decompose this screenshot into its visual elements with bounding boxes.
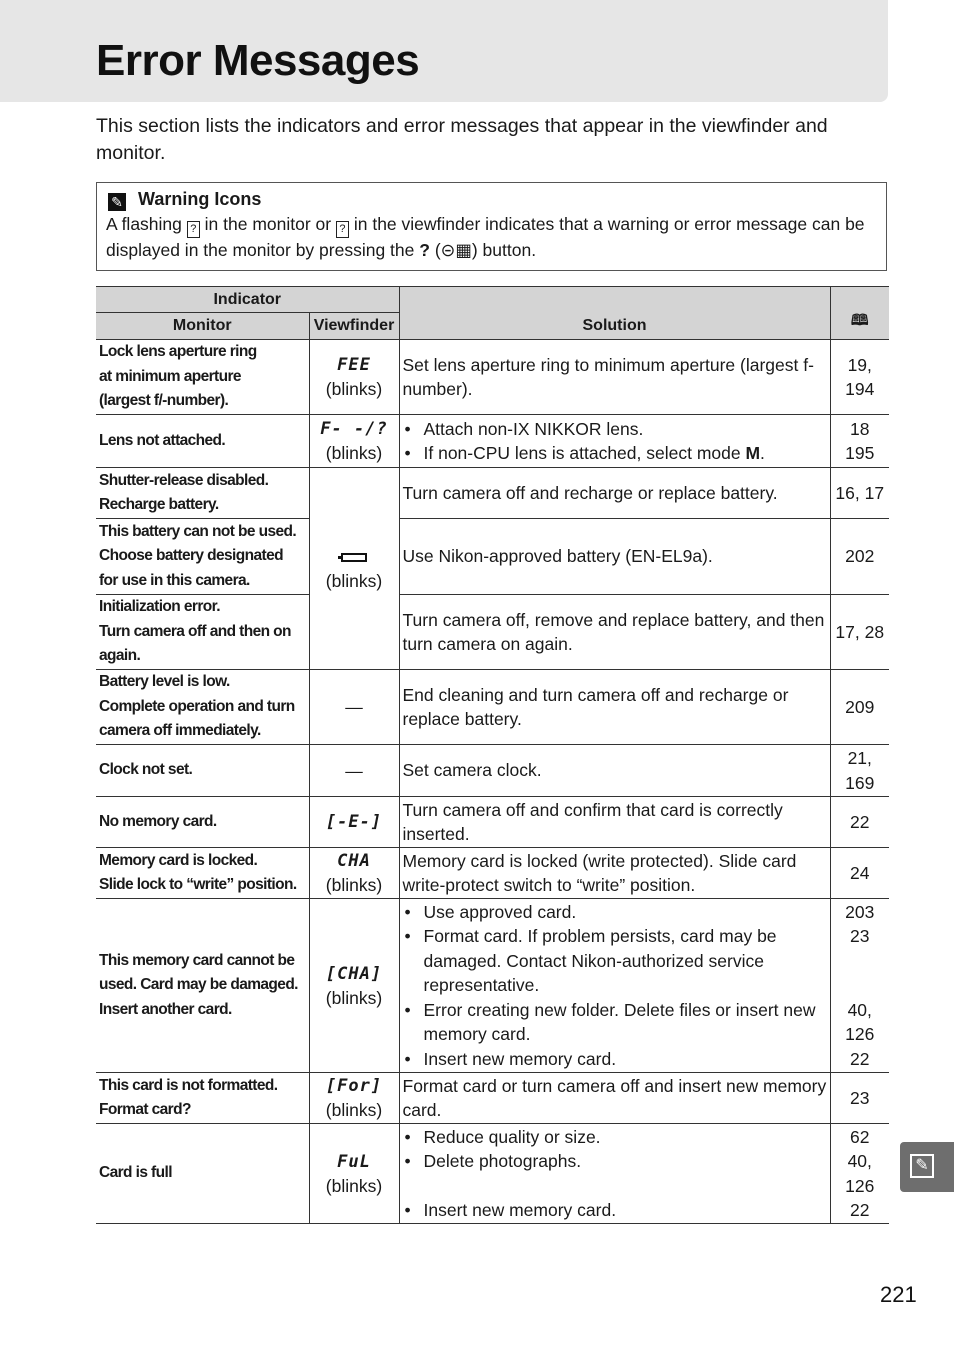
section-tab[interactable] [900,1142,954,1192]
monitor-message [96,415,309,468]
page-ref-line: 195 [845,443,875,463]
page-ref-line: 23 [850,926,870,947]
page-ref: 16, 17 [830,468,889,519]
viewfinder-note: (blinks) [325,875,383,895]
table-row [96,415,889,468]
monitor-message [96,848,309,899]
viewfinder-indicator [309,340,399,415]
page-ref-line: 40, [847,999,872,1020]
book-icon: 🕮 [850,312,869,329]
solution: Use Nikon-approved battery (EN-EL9a). [399,519,830,595]
table-row [96,797,889,848]
message-line: Choose battery designated [99,547,283,565]
table-row [96,745,889,797]
viewfinder-indicator [309,797,399,848]
message-line: Slide lock to “write” position. [99,876,297,893]
message-line: Turn camera off and then on [99,622,291,640]
page-ref-line: 40, [847,1151,872,1171]
monitor-message: Clock not set. [96,745,309,797]
message-line: for use in this camera. [99,571,250,589]
monitor-message: Card is full [96,1124,309,1224]
header-monitor: Monitor [96,313,309,340]
viewfinder-indicator [309,1073,399,1124]
page-title: Error Messages [96,36,420,85]
solution-item: • Reduce quality or size. [403,1125,827,1150]
page-ref-line: 126 [845,1024,875,1045]
solution: Format card or turn camera off and insert new memory card. [399,1073,830,1124]
solution-item: • Error creating new folder. Delete files or insert new memory card. [403,998,827,1047]
viewfinder-code: [For] [325,1076,383,1096]
warning-text-part: ) button. [471,240,537,260]
solution-item: • Delete photographs. [403,1149,827,1174]
viewfinder-indicator [309,848,399,899]
viewfinder-indicator [309,1124,399,1224]
monitor-message [96,1073,309,1124]
viewfinder-note: (blinks) [325,987,383,1008]
solution: End cleaning and turn camera off and recharge or replace battery. [399,670,830,745]
warning-text-part: in the viewfinder indicates that a warning or error message can be displayed in the monitor by pressing the [106,214,865,260]
page-ref-line: 22 [850,1048,870,1069]
message-line: Recharge battery. [99,496,219,513]
message-line: used. Card may be damaged. [99,976,298,994]
table-row [96,340,889,415]
help-key: ? [419,240,430,260]
page-ref [830,899,889,1073]
page-ref-line: 19, [847,354,872,375]
message-line: Battery level is low. [99,673,230,691]
intro-paragraph: This section lists the indicators and error messages that appear in the viewfinder and monitor. [96,115,828,164]
solution: Set lens aperture ring to minimum aperture (largest f-number). [399,340,830,415]
table-row [96,1124,889,1224]
page-ref-line: 18 [850,418,870,439]
monitor-message: No memory card. [96,797,309,848]
solution-item: • Use approved card. [403,900,827,925]
help-icon: ? [187,221,200,238]
warning-text-part: ( [434,240,441,260]
solution-item: • Insert new memory card. [403,1047,827,1072]
help-icon: ? [336,221,349,238]
battery-empty-icon [341,553,367,562]
viewfinder-note: (blinks) [325,379,383,399]
viewfinder-indicator [309,899,399,1073]
message-line: This battery can not be used. [99,522,297,540]
solution [399,415,830,468]
table-row [96,595,889,670]
solution-item: • If non-CPU lens is attached, select mode M. [403,441,827,466]
warning-text [106,212,877,263]
message-line: Lens not attached. [99,431,226,449]
warning-text-part: A flashing [106,214,182,234]
page-ref [830,1124,889,1224]
page-ref-line: 21, [847,748,872,768]
page-ref-line: 126 [845,1175,875,1196]
message-line: (largest f/-number). [99,392,229,410]
table-row [96,468,889,519]
monitor-message [96,899,309,1073]
solution: Memory card is locked (write protected). Slide card write-protect switch to “write” position. [399,848,830,899]
zoom-out-icon: ⊝▦ [440,240,472,260]
viewfinder-note: (blinks) [325,570,383,591]
solution: Turn camera off and confirm that card is correctly inserted. [399,797,830,848]
message-line: again. [99,647,141,665]
viewfinder-code: F- -/? [320,419,388,439]
message-line: Lock lens aperture ring [99,343,257,361]
message-line: camera off immediately. [99,722,261,740]
header-viewfinder: Viewfinder [309,313,399,340]
message-line: Memory card is locked. [99,851,258,869]
viewfinder-indicator: — [309,670,399,745]
message-line: This card is not formatted. [99,1076,278,1094]
viewfinder-code: [CHA] [325,963,383,984]
header-solution: Solution [399,287,830,340]
page-ref-line: 62 [850,1126,870,1147]
viewfinder-note: (blinks) [325,1175,383,1196]
page-ref: 202 [830,519,889,595]
table-row [96,848,889,899]
error-table-wrap [96,286,889,1224]
page-ref-spacer [834,949,887,974]
viewfinder-indicator: — [309,745,399,797]
page-ref: 24 [830,848,889,899]
solution [399,1124,830,1224]
solution: Turn camera off and recharge or replace battery. [399,468,830,519]
viewfinder-note: (blinks) [325,443,383,463]
warning-note [96,182,887,271]
page-ref [830,340,889,415]
table-row [96,899,889,1073]
solution: Turn camera off, remove and replace battery, and then turn camera on again. [399,595,830,670]
page-ref: 23 [830,1073,889,1124]
viewfinder-indicator [309,415,399,468]
page-ref-spacer [834,973,887,998]
message-line: Complete operation and turn [99,697,295,715]
message-line: at minimum aperture [99,367,241,385]
page-ref [830,415,889,468]
page-number: 221 [880,1282,917,1307]
viewfinder-note: (blinks) [325,1100,383,1120]
viewfinder-code: FuL [337,1151,371,1172]
viewfinder-code: [-E-] [325,812,383,832]
page-ref: 209 [830,670,889,745]
monitor-message [96,595,309,670]
pencil-note-icon: ✎ [108,193,126,211]
message-line: This memory card cannot be [99,951,295,969]
warning-title: Warning Icons [138,189,262,209]
table-row [96,670,889,745]
message-line: Initialization error. [99,598,220,616]
solution [399,899,830,1073]
solution-item: • Format card. If problem persists, card may be damaged. Contact Nikon-authorized service representative. [403,924,827,998]
message-line: Shutter-release disabled. [99,471,269,489]
monitor-message [96,670,309,745]
viewfinder-indicator [309,468,399,670]
message-line: Insert another card. [99,1000,232,1018]
viewfinder-code: CHA [337,851,371,871]
mode-m-label: M [745,443,761,463]
viewfinder-code: FEE [337,355,371,375]
header-indicator: Indicator [96,287,399,313]
notes-icon: ✎ [910,1154,934,1178]
warning-text-part: in the monitor or [204,214,332,234]
page-ref-line: 169 [845,772,875,793]
table-row [96,1073,889,1124]
solution-item: • Attach non-IX NIKKOR lens. [403,417,827,442]
message-line: Format card? [99,1101,191,1118]
monitor-message [96,468,309,519]
monitor-message [96,340,309,415]
solution-item: • Insert new memory card. [403,1198,827,1223]
page-ref: 22 [830,797,889,848]
page-ref-line: 22 [850,1200,870,1220]
page-ref-line: 194 [845,379,875,399]
page-ref-line: 203 [845,901,875,922]
monitor-message [96,519,309,595]
error-table [96,286,889,1224]
page-ref [830,745,889,797]
table-row [96,519,889,595]
page-ref: 17, 28 [830,595,889,670]
header-page [830,287,889,340]
solution: Set camera clock. [399,745,830,797]
